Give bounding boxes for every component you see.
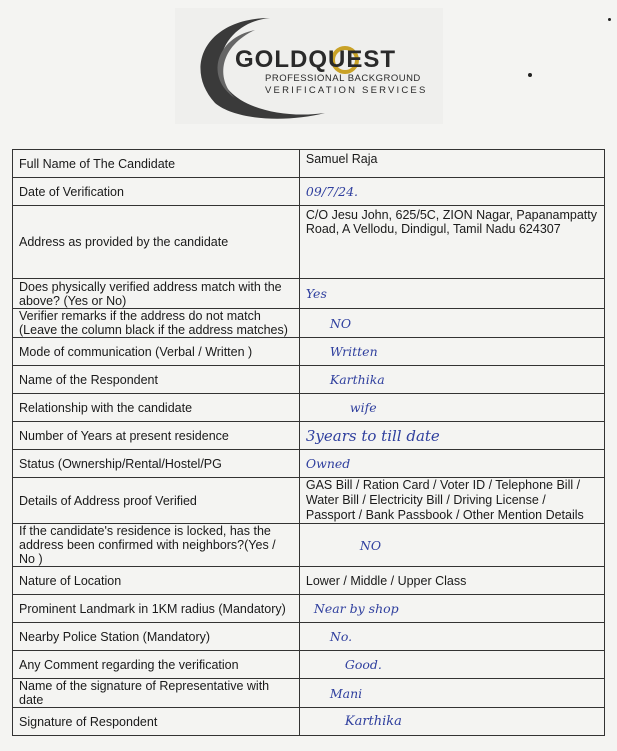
row-label: Nature of Location — [13, 567, 300, 595]
row-label: Date of Verification — [13, 178, 300, 206]
scan-speck — [608, 18, 611, 21]
row-label: Relationship with the candidate — [13, 394, 300, 422]
table-row — [13, 394, 605, 422]
address-match-value: Yes — [299, 279, 604, 309]
brand-name: GOLDQUEST — [235, 46, 397, 73]
row-label: Name of the Respondent — [13, 366, 300, 394]
row-label: Any Comment regarding the verification — [13, 651, 300, 679]
table-row — [13, 651, 605, 679]
relationship-value: wife — [299, 394, 604, 422]
row-label: If the candidate's residence is locked, has the address been confirmed with neighbors?(Yes / No ) — [13, 524, 300, 567]
table-row — [13, 478, 605, 524]
row-label: Status (Ownership/Rental/Hostel/PG — [13, 450, 300, 478]
brand-tagline-1: PROFESSIONAL BACKGROUND — [265, 73, 421, 84]
ownership-status-value: Owned — [299, 450, 604, 478]
row-label: Signature of Respondent — [13, 708, 300, 736]
row-label: Details of Address proof Verified — [13, 478, 300, 524]
verification-form-table — [12, 149, 605, 736]
row-label: Prominent Landmark in 1KM radius (Mandatory) — [13, 595, 300, 623]
table-row — [13, 595, 605, 623]
location-nature-value: Lower / Middle / Upper Class — [299, 567, 604, 595]
table-row — [13, 567, 605, 595]
row-label: Verifier remarks if the address do not match (Leave the column black if the address matches) — [13, 309, 300, 338]
landmark-value: Near by shop — [299, 595, 604, 623]
row-label: Full Name of The Candidate — [13, 150, 300, 178]
table-row — [13, 524, 605, 567]
respondent-signature-value: Karthika — [299, 708, 604, 736]
police-station-value: No. — [299, 623, 604, 651]
years-at-residence-value: 3years to till date — [299, 422, 604, 450]
representative-signature-value: Mani — [299, 679, 604, 708]
verifier-remarks-value: NO — [299, 309, 604, 338]
table-row — [13, 206, 605, 279]
communication-mode-value: Written — [299, 338, 604, 366]
row-label: Number of Years at present residence — [13, 422, 300, 450]
row-label: Does physically verified address match with the above? (Yes or No) — [13, 279, 300, 309]
address-value: C/O Jesu John, 625/5C, ZION Nagar, Papanampatty Road, A Vellodu, Dindigul, Tamil Nadu 624307 — [299, 206, 604, 279]
scan-speck — [528, 73, 532, 77]
verification-date-value: 09/7/24. — [299, 178, 604, 206]
respondent-name-value: Karthika — [299, 366, 604, 394]
table-row — [13, 623, 605, 651]
table-row — [13, 422, 605, 450]
table-row — [13, 309, 605, 338]
table-row — [13, 708, 605, 736]
address-proof-value: GAS Bill / Ration Card / Voter ID / Telephone Bill / Water Bill / Electricity Bill / Driving License / Passport / Bank Passbook / Other Mention Details — [299, 478, 604, 524]
row-label: Nearby Police Station (Mandatory) — [13, 623, 300, 651]
table-row — [13, 279, 605, 309]
comment-value: Good. — [299, 651, 604, 679]
table-row — [13, 150, 605, 178]
brand-tagline-2: VERIFICATION SERVICES — [265, 85, 428, 96]
table-row — [13, 178, 605, 206]
table-row — [13, 338, 605, 366]
row-label: Mode of communication (Verbal / Written ) — [13, 338, 300, 366]
goldquest-logo — [175, 8, 443, 124]
row-label: Name of the signature of Representative with date — [13, 679, 300, 708]
row-label: Address as provided by the candidate — [13, 206, 300, 279]
table-row — [13, 450, 605, 478]
candidate-name-value: Samuel Raja — [299, 150, 604, 178]
table-row — [13, 679, 605, 708]
neighbors-confirmed-value: NO — [299, 524, 604, 567]
table-row — [13, 366, 605, 394]
